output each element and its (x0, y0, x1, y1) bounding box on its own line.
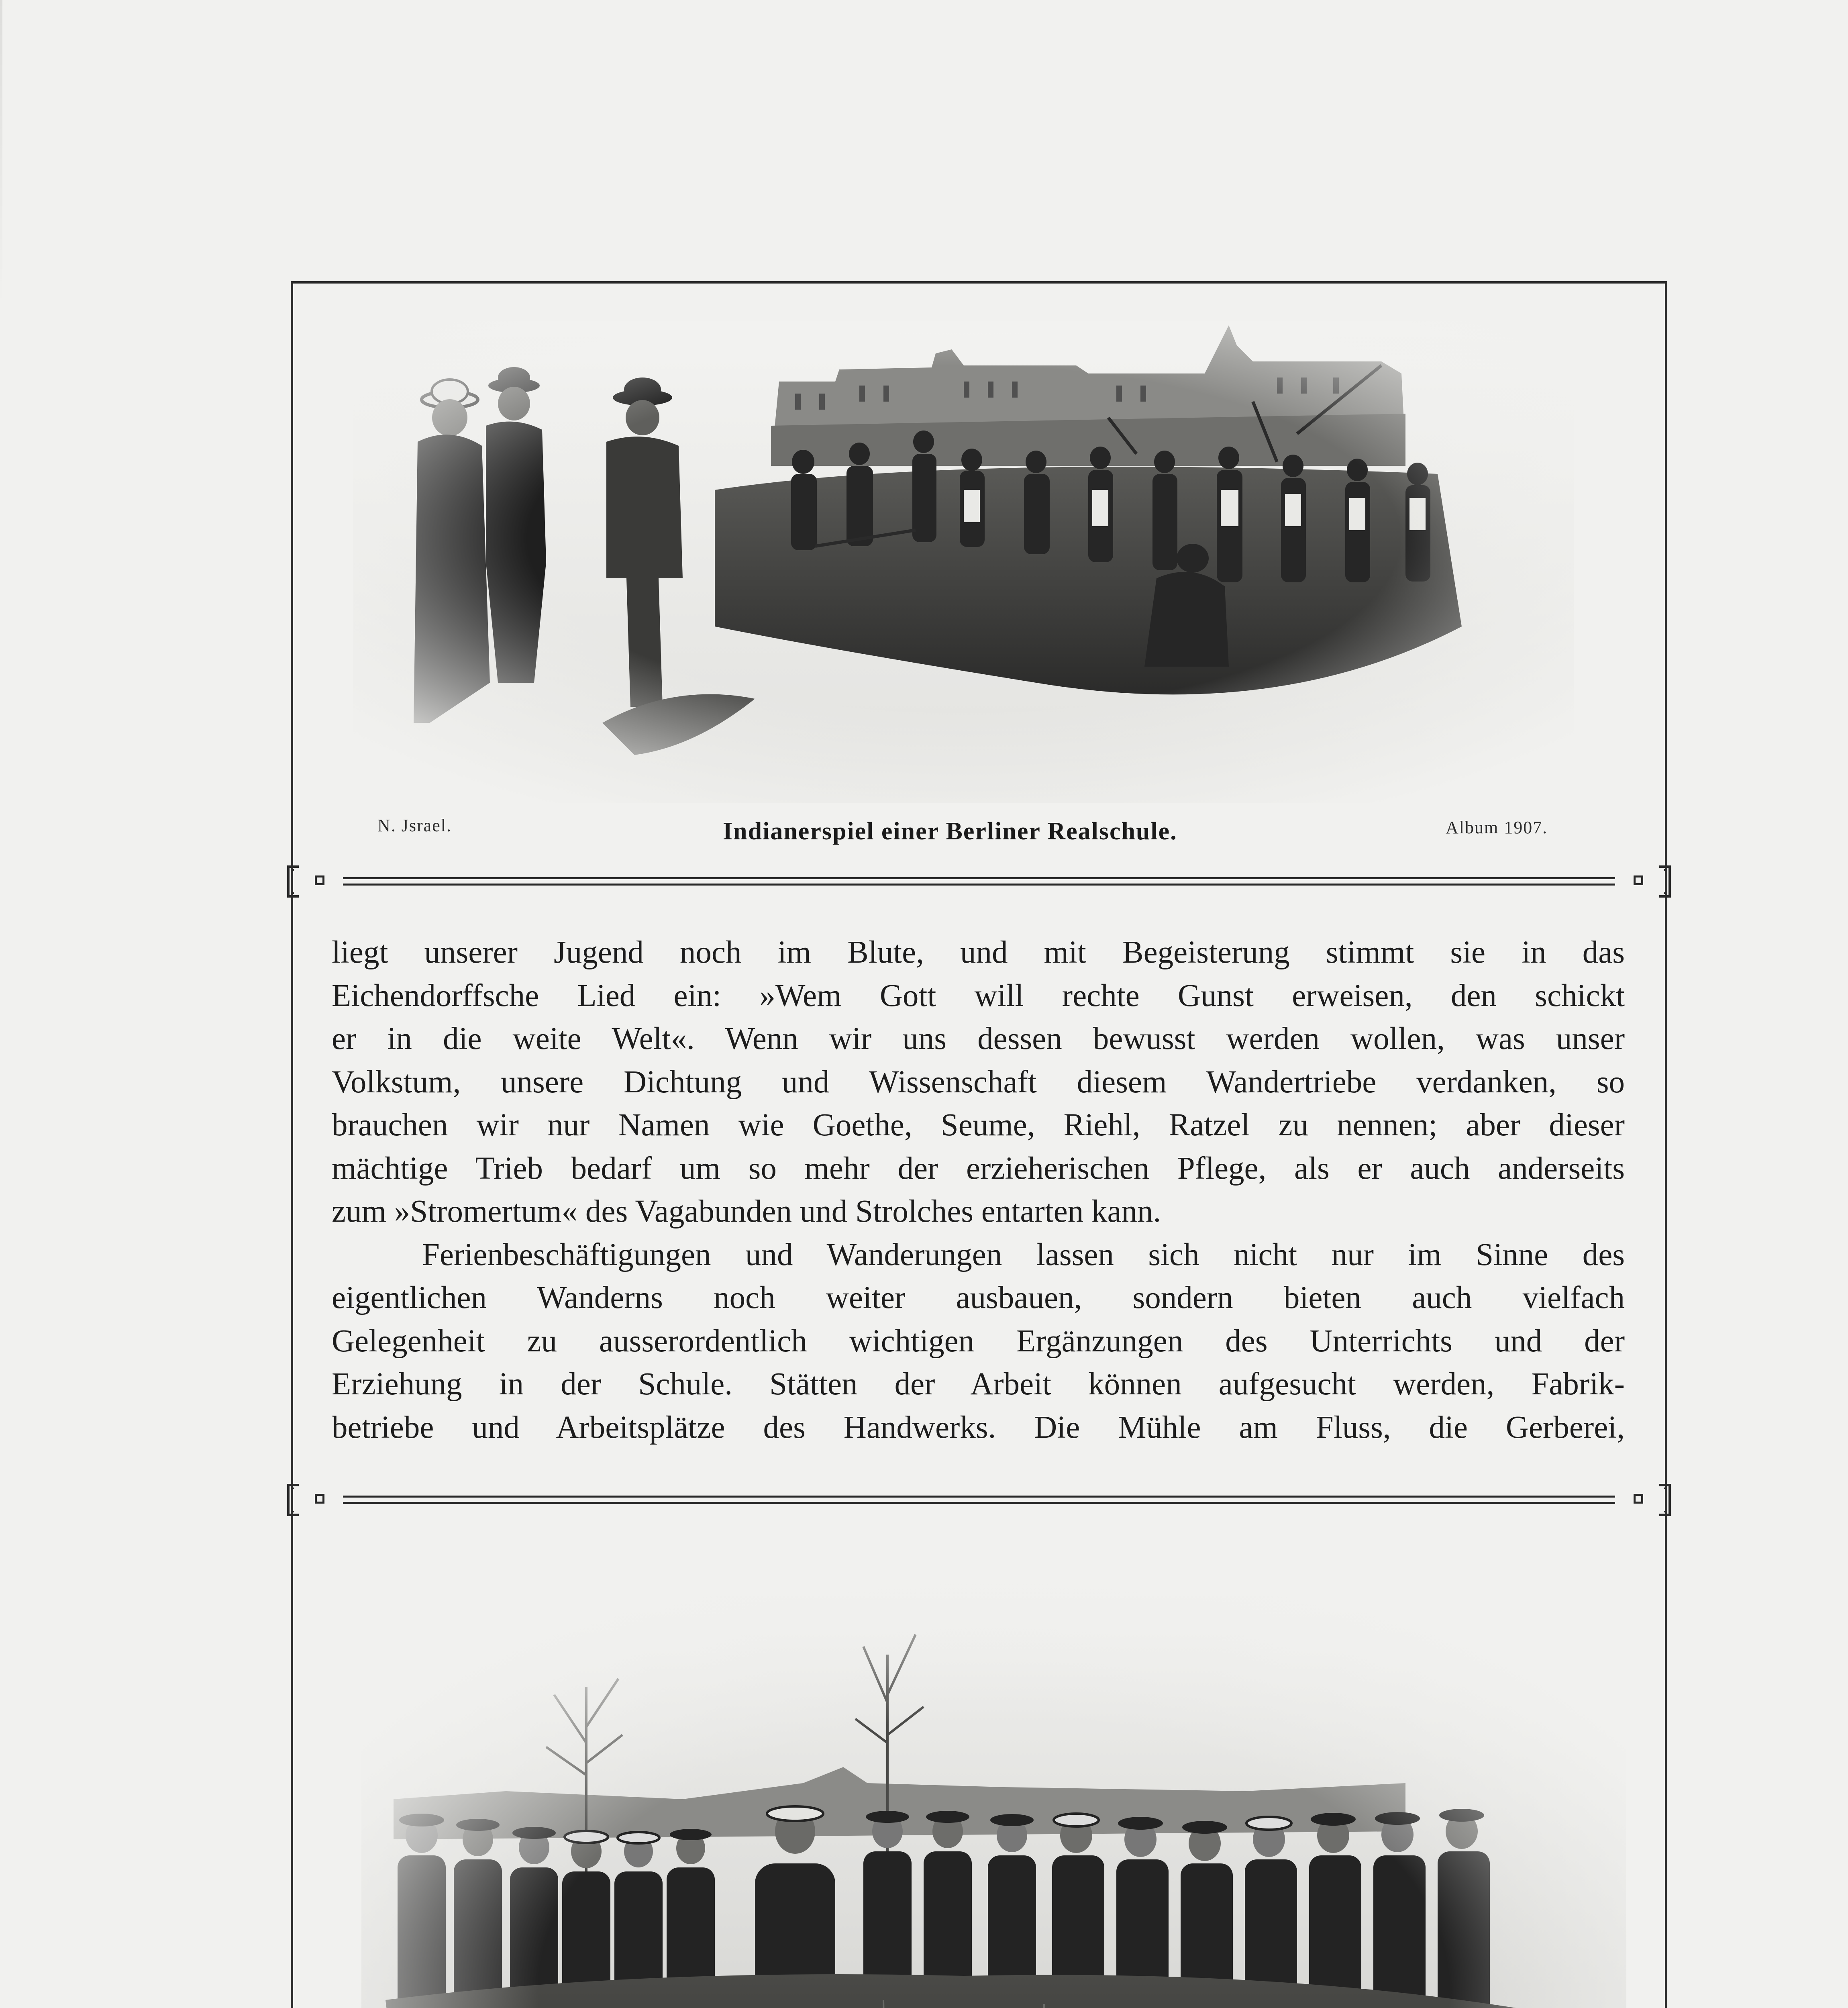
top-photo-caption: Indianerspiel einer Berliner Realschule. (723, 818, 1177, 845)
text-line: eigentlichen Wanderns noch weiter ausbauen, sondern bieten auch vielfach (332, 1280, 1625, 1315)
body-text (332, 931, 1625, 1449)
photo-unterricht-im-freien (361, 1574, 1626, 2008)
text-line: betriebe und Arbeitsplätze des Handwerks. Die Mühle am Fluss, die Gerberei, (332, 1410, 1625, 1445)
top-photo-credit-right: Album 1907. (1446, 818, 1548, 837)
text-line: Gelegenheit zu ausserordentlich wichtigen Ergänzungen des Unterrichts und der (332, 1323, 1625, 1359)
divider-square-left-icon (315, 1494, 324, 1504)
text-line: zum »Stromertum« des Vagabunden und Strolches entarten kann. (332, 1194, 1161, 1229)
text-line: er in die weite Welt«. Wenn wir uns dessen bewusst werden wollen, was unser (332, 1021, 1625, 1056)
text-line: Volkstum, unsere Dichtung und Wissenschaft diesem Wandertriebe verdanken, so (332, 1064, 1625, 1100)
text-line: mächtige Trieb bedarf um so mehr der erzieherischen Pflege, als er auch anderseits (332, 1151, 1625, 1186)
divider-bracket-right-icon (1651, 1484, 1675, 1516)
text-line: brauchen wir nur Namen wie Goethe, Seume, Riehl, Ratzel zu nennen; aber dieser (332, 1108, 1625, 1143)
divider-square-right-icon (1634, 1494, 1643, 1504)
ornamental-divider-top (291, 863, 1667, 900)
text-line: liegt unserer Jugend noch im Blute, und mit Begeisterung stimmt sie in das (332, 935, 1625, 970)
divider-bracket-right-icon (1651, 865, 1675, 898)
text-line: Eichendorffsche Lied ein: »Wem Gott will rechte Gunst erweisen, den schickt (332, 978, 1625, 1013)
text-line: Erziehung in der Schule. Stätten der Arbeit können aufgesucht werden, Fabrik- (332, 1367, 1625, 1402)
text-line: Ferienbeschäftigungen und Wanderungen lassen sich nicht nur im Sinne des (422, 1237, 1625, 1272)
page-edge-mark (0, 0, 2, 305)
top-photo-credit-left: N. Jsrael. (377, 816, 452, 835)
divider-bracket-left-icon (283, 865, 307, 898)
divider-square-left-icon (315, 875, 324, 885)
ornamental-divider-bottom (291, 1482, 1667, 1518)
divider-square-right-icon (1634, 875, 1643, 885)
divider-bracket-left-icon (283, 1484, 307, 1516)
photo-indianerspiel (353, 321, 1574, 803)
